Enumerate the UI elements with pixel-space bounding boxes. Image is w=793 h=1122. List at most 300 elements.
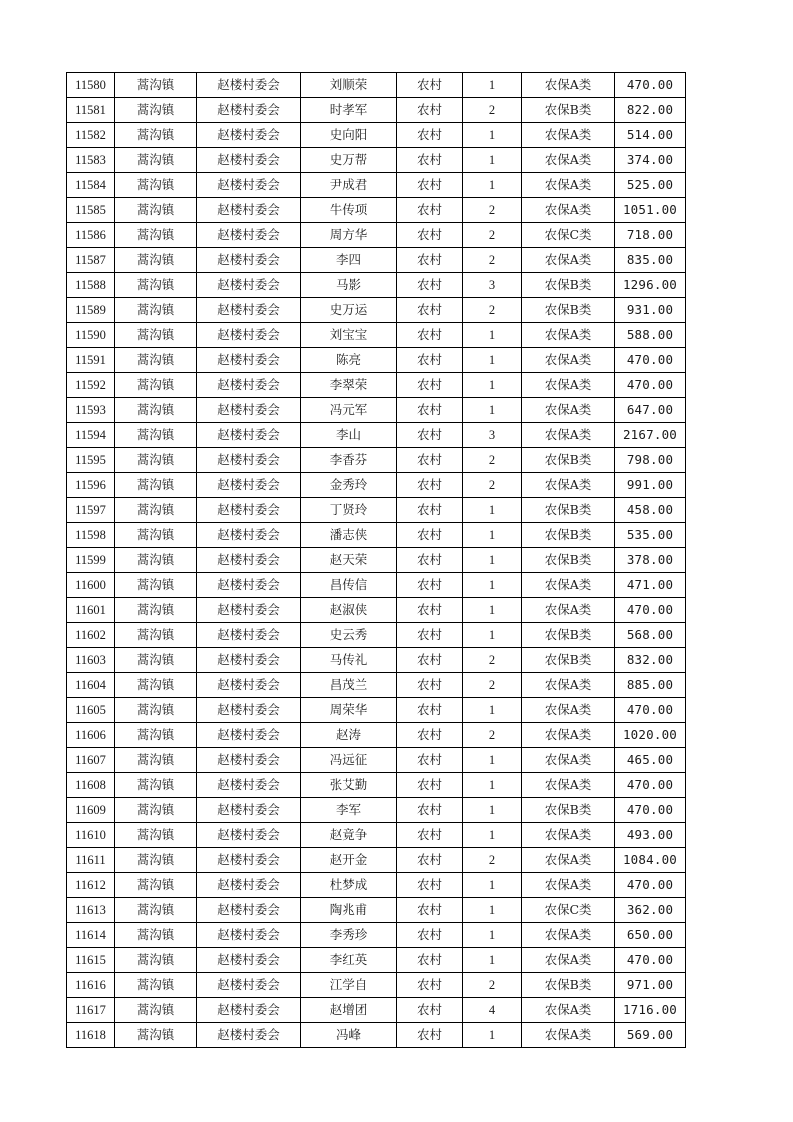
cell-amount: 378.00	[615, 548, 686, 573]
cell-area: 农村	[397, 648, 463, 673]
cell-count: 2	[463, 223, 522, 248]
cell-count: 1	[463, 548, 522, 573]
cell-category: 农保A类	[522, 73, 615, 98]
cell-amount: 362.00	[615, 898, 686, 923]
cell-town: 蒿沟镇	[115, 448, 197, 473]
cell-town: 蒿沟镇	[115, 348, 197, 373]
cell-id: 11586	[67, 223, 115, 248]
cell-area: 农村	[397, 848, 463, 873]
cell-id: 11602	[67, 623, 115, 648]
cell-village: 赵楼村委会	[197, 523, 301, 548]
cell-amount: 514.00	[615, 123, 686, 148]
cell-name: 史万运	[301, 298, 397, 323]
table-row	[67, 198, 686, 223]
cell-town: 蒿沟镇	[115, 648, 197, 673]
cell-area: 农村	[397, 148, 463, 173]
cell-village: 赵楼村委会	[197, 748, 301, 773]
cell-category: 农保C类	[522, 223, 615, 248]
cell-village: 赵楼村委会	[197, 498, 301, 523]
cell-town: 蒿沟镇	[115, 148, 197, 173]
cell-id: 11593	[67, 398, 115, 423]
cell-area: 农村	[397, 348, 463, 373]
cell-id: 11598	[67, 523, 115, 548]
cell-area: 农村	[397, 123, 463, 148]
cell-amount: 2167.00	[615, 423, 686, 448]
cell-area: 农村	[397, 623, 463, 648]
table-row	[67, 298, 686, 323]
cell-name: 周方华	[301, 223, 397, 248]
cell-town: 蒿沟镇	[115, 298, 197, 323]
cell-id: 11592	[67, 373, 115, 398]
cell-town: 蒿沟镇	[115, 748, 197, 773]
cell-count: 1	[463, 398, 522, 423]
cell-amount: 835.00	[615, 248, 686, 273]
cell-village: 赵楼村委会	[197, 723, 301, 748]
cell-count: 1	[463, 173, 522, 198]
records-table	[66, 72, 686, 1048]
cell-count: 2	[463, 848, 522, 873]
cell-amount: 885.00	[615, 673, 686, 698]
cell-area: 农村	[397, 323, 463, 348]
cell-amount: 535.00	[615, 523, 686, 548]
cell-town: 蒿沟镇	[115, 498, 197, 523]
cell-count: 1	[463, 798, 522, 823]
table-row	[67, 748, 686, 773]
cell-id: 11589	[67, 298, 115, 323]
cell-id: 11582	[67, 123, 115, 148]
cell-count: 2	[463, 473, 522, 498]
cell-name: 尹成君	[301, 173, 397, 198]
cell-name: 赵淑侠	[301, 598, 397, 623]
cell-town: 蒿沟镇	[115, 423, 197, 448]
cell-name: 潘志侠	[301, 523, 397, 548]
cell-area: 农村	[397, 473, 463, 498]
cell-amount: 971.00	[615, 973, 686, 998]
table-row	[67, 473, 686, 498]
cell-category: 农保A类	[522, 698, 615, 723]
cell-id: 11610	[67, 823, 115, 848]
cell-amount: 525.00	[615, 173, 686, 198]
cell-name: 马传礼	[301, 648, 397, 673]
cell-category: 农保A类	[522, 423, 615, 448]
cell-category: 农保A类	[522, 1023, 615, 1048]
cell-id: 11613	[67, 898, 115, 923]
table-row	[67, 123, 686, 148]
cell-area: 农村	[397, 798, 463, 823]
cell-name: 史向阳	[301, 123, 397, 148]
cell-id: 11595	[67, 448, 115, 473]
cell-category: 农保A类	[522, 373, 615, 398]
cell-town: 蒿沟镇	[115, 723, 197, 748]
cell-village: 赵楼村委会	[197, 673, 301, 698]
table-row	[67, 673, 686, 698]
cell-village: 赵楼村委会	[197, 648, 301, 673]
cell-name: 马影	[301, 273, 397, 298]
cell-name: 刘顺荣	[301, 73, 397, 98]
table-row	[67, 348, 686, 373]
cell-category: 农保A类	[522, 348, 615, 373]
cell-id: 11600	[67, 573, 115, 598]
cell-name: 赵竟争	[301, 823, 397, 848]
cell-village: 赵楼村委会	[197, 398, 301, 423]
cell-name: 昌传信	[301, 573, 397, 598]
cell-area: 农村	[397, 173, 463, 198]
cell-id: 11614	[67, 923, 115, 948]
cell-amount: 470.00	[615, 598, 686, 623]
cell-area: 农村	[397, 773, 463, 798]
cell-village: 赵楼村委会	[197, 623, 301, 648]
cell-amount: 798.00	[615, 448, 686, 473]
cell-town: 蒿沟镇	[115, 898, 197, 923]
cell-category: 农保A类	[522, 598, 615, 623]
cell-id: 11607	[67, 748, 115, 773]
cell-name: 李山	[301, 423, 397, 448]
cell-category: 农保B类	[522, 448, 615, 473]
cell-village: 赵楼村委会	[197, 948, 301, 973]
cell-id: 11585	[67, 198, 115, 223]
cell-id: 11601	[67, 598, 115, 623]
cell-name: 冯峰	[301, 1023, 397, 1048]
cell-name: 李翠荣	[301, 373, 397, 398]
table-row	[67, 848, 686, 873]
cell-name: 赵开金	[301, 848, 397, 873]
cell-village: 赵楼村委会	[197, 823, 301, 848]
cell-count: 1	[463, 1023, 522, 1048]
cell-category: 农保A类	[522, 998, 615, 1023]
cell-village: 赵楼村委会	[197, 448, 301, 473]
cell-town: 蒿沟镇	[115, 698, 197, 723]
cell-village: 赵楼村委会	[197, 473, 301, 498]
cell-town: 蒿沟镇	[115, 173, 197, 198]
table-row	[67, 723, 686, 748]
cell-amount: 470.00	[615, 373, 686, 398]
cell-category: 农保A类	[522, 823, 615, 848]
cell-town: 蒿沟镇	[115, 848, 197, 873]
table-row	[67, 148, 686, 173]
cell-name: 史云秀	[301, 623, 397, 648]
table-row	[67, 923, 686, 948]
cell-name: 江学自	[301, 973, 397, 998]
cell-count: 1	[463, 573, 522, 598]
cell-town: 蒿沟镇	[115, 1023, 197, 1048]
cell-name: 冯元军	[301, 398, 397, 423]
cell-category: 农保A类	[522, 323, 615, 348]
cell-name: 赵增团	[301, 998, 397, 1023]
cell-amount: 471.00	[615, 573, 686, 598]
records-table-body	[67, 73, 686, 1048]
cell-count: 2	[463, 448, 522, 473]
cell-town: 蒿沟镇	[115, 923, 197, 948]
cell-town: 蒿沟镇	[115, 673, 197, 698]
cell-amount: 931.00	[615, 298, 686, 323]
cell-village: 赵楼村委会	[197, 98, 301, 123]
cell-name: 昌茂兰	[301, 673, 397, 698]
cell-category: 农保B类	[522, 798, 615, 823]
cell-name: 时孝军	[301, 98, 397, 123]
cell-village: 赵楼村委会	[197, 698, 301, 723]
cell-amount: 822.00	[615, 98, 686, 123]
cell-town: 蒿沟镇	[115, 548, 197, 573]
cell-village: 赵楼村委会	[197, 548, 301, 573]
cell-amount: 470.00	[615, 773, 686, 798]
cell-amount: 1716.00	[615, 998, 686, 1023]
cell-name: 刘宝宝	[301, 323, 397, 348]
cell-id: 11616	[67, 973, 115, 998]
cell-village: 赵楼村委会	[197, 123, 301, 148]
cell-name: 牛传项	[301, 198, 397, 223]
cell-village: 赵楼村委会	[197, 298, 301, 323]
cell-count: 1	[463, 123, 522, 148]
cell-area: 农村	[397, 548, 463, 573]
cell-category: 农保B类	[522, 623, 615, 648]
cell-village: 赵楼村委会	[197, 423, 301, 448]
cell-id: 11597	[67, 498, 115, 523]
cell-town: 蒿沟镇	[115, 523, 197, 548]
cell-name: 赵天荣	[301, 548, 397, 573]
cell-village: 赵楼村委会	[197, 598, 301, 623]
cell-area: 农村	[397, 823, 463, 848]
table-row	[67, 248, 686, 273]
cell-id: 11611	[67, 848, 115, 873]
cell-id: 11612	[67, 873, 115, 898]
cell-count: 3	[463, 423, 522, 448]
cell-village: 赵楼村委会	[197, 573, 301, 598]
cell-town: 蒿沟镇	[115, 773, 197, 798]
cell-id: 11615	[67, 948, 115, 973]
table-row	[67, 573, 686, 598]
cell-id: 11604	[67, 673, 115, 698]
cell-category: 农保B类	[522, 98, 615, 123]
cell-area: 农村	[397, 973, 463, 998]
cell-name: 金秀玲	[301, 473, 397, 498]
table-row	[67, 498, 686, 523]
table-row	[67, 323, 686, 348]
cell-count: 1	[463, 323, 522, 348]
cell-amount: 465.00	[615, 748, 686, 773]
cell-area: 农村	[397, 198, 463, 223]
cell-id: 11617	[67, 998, 115, 1023]
table-row	[67, 898, 686, 923]
cell-name: 陈亮	[301, 348, 397, 373]
cell-area: 农村	[397, 523, 463, 548]
cell-id: 11603	[67, 648, 115, 673]
cell-village: 赵楼村委会	[197, 898, 301, 923]
cell-count: 2	[463, 298, 522, 323]
cell-town: 蒿沟镇	[115, 948, 197, 973]
cell-town: 蒿沟镇	[115, 273, 197, 298]
cell-count: 1	[463, 498, 522, 523]
cell-count: 3	[463, 273, 522, 298]
table-row	[67, 823, 686, 848]
cell-category: 农保A类	[522, 123, 615, 148]
table-row	[67, 523, 686, 548]
cell-category: 农保A类	[522, 198, 615, 223]
cell-town: 蒿沟镇	[115, 373, 197, 398]
cell-id: 11609	[67, 798, 115, 823]
cell-name: 李军	[301, 798, 397, 823]
cell-id: 11596	[67, 473, 115, 498]
cell-amount: 718.00	[615, 223, 686, 248]
cell-area: 农村	[397, 748, 463, 773]
cell-amount: 470.00	[615, 348, 686, 373]
cell-category: 农保B类	[522, 498, 615, 523]
cell-area: 农村	[397, 898, 463, 923]
cell-count: 1	[463, 148, 522, 173]
table-row	[67, 373, 686, 398]
cell-area: 农村	[397, 498, 463, 523]
cell-amount: 647.00	[615, 398, 686, 423]
cell-village: 赵楼村委会	[197, 348, 301, 373]
cell-village: 赵楼村委会	[197, 773, 301, 798]
cell-area: 农村	[397, 423, 463, 448]
table-row	[67, 448, 686, 473]
cell-town: 蒿沟镇	[115, 998, 197, 1023]
cell-category: 农保A类	[522, 748, 615, 773]
table-row	[67, 973, 686, 998]
cell-village: 赵楼村委会	[197, 873, 301, 898]
cell-amount: 1084.00	[615, 848, 686, 873]
cell-area: 农村	[397, 248, 463, 273]
cell-town: 蒿沟镇	[115, 798, 197, 823]
cell-area: 农村	[397, 698, 463, 723]
cell-count: 1	[463, 623, 522, 648]
table-row	[67, 773, 686, 798]
cell-name: 丁贤玲	[301, 498, 397, 523]
cell-town: 蒿沟镇	[115, 248, 197, 273]
cell-village: 赵楼村委会	[197, 798, 301, 823]
cell-count: 2	[463, 248, 522, 273]
cell-id: 11594	[67, 423, 115, 448]
cell-count: 2	[463, 723, 522, 748]
table-row	[67, 623, 686, 648]
cell-count: 1	[463, 698, 522, 723]
cell-name: 李秀珍	[301, 923, 397, 948]
cell-area: 农村	[397, 673, 463, 698]
cell-count: 1	[463, 348, 522, 373]
cell-village: 赵楼村委会	[197, 273, 301, 298]
cell-village: 赵楼村委会	[197, 198, 301, 223]
table-row	[67, 648, 686, 673]
cell-town: 蒿沟镇	[115, 823, 197, 848]
table-row	[67, 1023, 686, 1048]
cell-category: 农保A类	[522, 148, 615, 173]
cell-town: 蒿沟镇	[115, 398, 197, 423]
cell-amount: 991.00	[615, 473, 686, 498]
cell-amount: 470.00	[615, 873, 686, 898]
cell-count: 4	[463, 998, 522, 1023]
cell-village: 赵楼村委会	[197, 923, 301, 948]
cell-category: 农保A类	[522, 723, 615, 748]
cell-amount: 650.00	[615, 923, 686, 948]
cell-village: 赵楼村委会	[197, 848, 301, 873]
cell-name: 史万帮	[301, 148, 397, 173]
table-row	[67, 98, 686, 123]
cell-count: 2	[463, 648, 522, 673]
cell-category: 农保A类	[522, 673, 615, 698]
cell-name: 李四	[301, 248, 397, 273]
cell-village: 赵楼村委会	[197, 73, 301, 98]
cell-id: 11591	[67, 348, 115, 373]
cell-category: 农保A类	[522, 773, 615, 798]
cell-area: 农村	[397, 598, 463, 623]
cell-category: 农保A类	[522, 923, 615, 948]
table-row	[67, 948, 686, 973]
cell-name: 周荣华	[301, 698, 397, 723]
table-row	[67, 398, 686, 423]
cell-area: 农村	[397, 98, 463, 123]
cell-count: 2	[463, 673, 522, 698]
cell-town: 蒿沟镇	[115, 623, 197, 648]
cell-name: 冯远征	[301, 748, 397, 773]
cell-name: 李香芬	[301, 448, 397, 473]
cell-amount: 374.00	[615, 148, 686, 173]
cell-category: 农保A类	[522, 248, 615, 273]
cell-town: 蒿沟镇	[115, 973, 197, 998]
cell-town: 蒿沟镇	[115, 873, 197, 898]
table-row	[67, 698, 686, 723]
cell-town: 蒿沟镇	[115, 573, 197, 598]
cell-amount: 470.00	[615, 698, 686, 723]
cell-id: 11590	[67, 323, 115, 348]
cell-category: 农保A类	[522, 398, 615, 423]
cell-area: 农村	[397, 448, 463, 473]
cell-id: 11599	[67, 548, 115, 573]
table-row	[67, 73, 686, 98]
table-row	[67, 873, 686, 898]
cell-count: 1	[463, 748, 522, 773]
cell-amount: 568.00	[615, 623, 686, 648]
cell-area: 农村	[397, 398, 463, 423]
cell-name: 赵涛	[301, 723, 397, 748]
cell-area: 农村	[397, 1023, 463, 1048]
cell-name: 张艾勤	[301, 773, 397, 798]
cell-area: 农村	[397, 573, 463, 598]
cell-id: 11581	[67, 98, 115, 123]
cell-category: 农保B类	[522, 548, 615, 573]
cell-amount: 1051.00	[615, 198, 686, 223]
cell-town: 蒿沟镇	[115, 73, 197, 98]
cell-area: 农村	[397, 298, 463, 323]
table-row	[67, 798, 686, 823]
cell-category: 农保A类	[522, 848, 615, 873]
cell-count: 1	[463, 373, 522, 398]
cell-count: 2	[463, 98, 522, 123]
cell-count: 1	[463, 823, 522, 848]
cell-id: 11580	[67, 73, 115, 98]
cell-area: 农村	[397, 373, 463, 398]
cell-town: 蒿沟镇	[115, 123, 197, 148]
cell-count: 1	[463, 73, 522, 98]
cell-area: 农村	[397, 273, 463, 298]
cell-id: 11606	[67, 723, 115, 748]
cell-amount: 1020.00	[615, 723, 686, 748]
cell-count: 1	[463, 873, 522, 898]
cell-village: 赵楼村委会	[197, 223, 301, 248]
cell-amount: 470.00	[615, 798, 686, 823]
cell-amount: 832.00	[615, 648, 686, 673]
cell-category: 农保A类	[522, 173, 615, 198]
cell-category: 农保B类	[522, 648, 615, 673]
cell-village: 赵楼村委会	[197, 248, 301, 273]
cell-village: 赵楼村委会	[197, 148, 301, 173]
cell-amount: 493.00	[615, 823, 686, 848]
table-row	[67, 598, 686, 623]
cell-count: 1	[463, 773, 522, 798]
cell-count: 1	[463, 923, 522, 948]
cell-category: 农保B类	[522, 523, 615, 548]
cell-count: 1	[463, 948, 522, 973]
cell-id: 11608	[67, 773, 115, 798]
